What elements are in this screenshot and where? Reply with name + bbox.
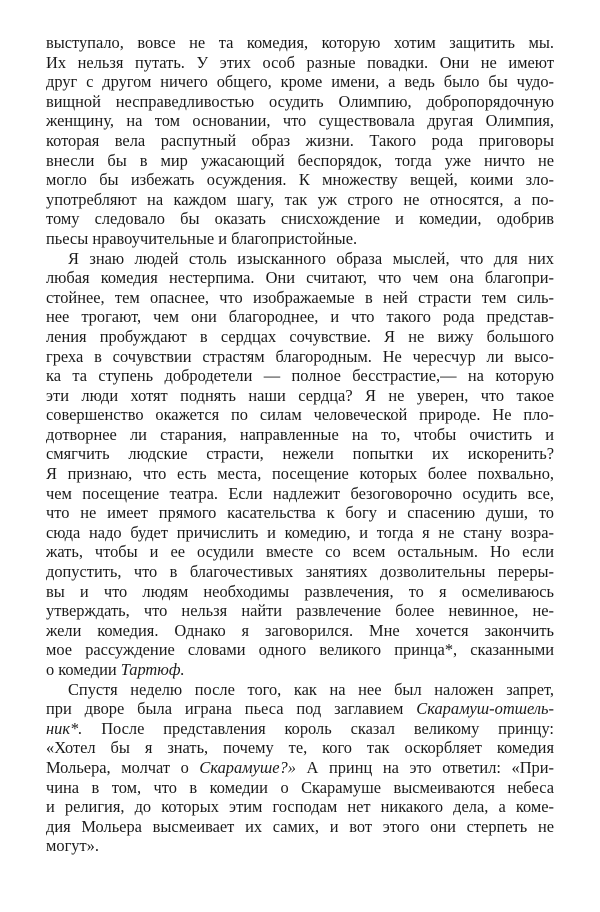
text-line: любая комедия нестерпима. Они считают, что чем она благопри- xyxy=(46,268,554,288)
text-line: смягчить людские страсти, нежели попытки их искоренить? xyxy=(46,444,554,464)
text-line xyxy=(46,758,554,778)
text-line: Их нельзя путать. У этих особ разные повадки. Они не имеют xyxy=(46,52,554,72)
text-line: тому следовало бы оказать снисхождение и комедии, одобрив xyxy=(46,209,554,229)
text-line xyxy=(46,660,554,680)
text-line: Я знаю людей столь изысканного образа мыслей, что для них xyxy=(68,248,554,268)
text-line: греха в сочувствии страстям благородным. Не чересчур ли высо- xyxy=(46,346,554,366)
text-line: Я признаю, что есть места, посещение которых более похвально, xyxy=(46,464,554,484)
play-title-scaramouche-hermit: Скарамуш-отшель- xyxy=(416,699,554,719)
text-line: друг с другом ничего общего, кроме имени, а ведь было бы чудо- xyxy=(46,72,554,92)
text-line: могло бы избежать осуждения. К множеству вещей, коими зло- xyxy=(46,170,554,190)
text-line: которая вела распутный образ жизни. Такого рода приговоры xyxy=(46,130,554,150)
text-line: вы и что людям необходимы развлечения, то я осмеливаюсь xyxy=(46,581,554,601)
text-line: жели комедия. Однако я заговорился. Мне хочется закончить xyxy=(46,620,554,640)
text-line: «Хотел бы я знать, почему те, кого так оскорбляет комедия xyxy=(46,738,554,758)
text-line: допустить, что в благочестивых занятиях дозволительны переры- xyxy=(46,562,554,582)
text-line: эти люди хотят поднять наши сердца? Я не уверен, что такое xyxy=(46,385,554,405)
text-line: нее трогают, чем они благороднее, и что такого рода представ- xyxy=(46,307,554,327)
text-line xyxy=(46,699,554,719)
text-line: вищной несправедливостью осудить Олимпию, добропорядочную xyxy=(46,91,554,111)
text-span: о комедии xyxy=(46,660,117,679)
play-title-scaramouche-hermit-cont: ник*. xyxy=(46,718,83,738)
text-line xyxy=(46,719,554,739)
text-line: могут». xyxy=(46,836,99,856)
text-span: при дворе была играна пьеса под заглавием xyxy=(46,699,404,719)
text-line: выступало, вовсе не та комедия, которую хотим защитить мы. xyxy=(46,33,554,52)
text-line: пьесы нравоучительные и благопристойные. xyxy=(46,228,358,248)
text-span: А принц на это ответил: «При- xyxy=(295,757,554,777)
paragraph-3 xyxy=(46,680,554,856)
text-line: внесли бы в мир ужасающий беспорядок, тогда уже ничто не xyxy=(46,150,554,170)
play-title-tartuffe: Тартюф. xyxy=(120,660,185,679)
text-line: дия Мольера высмеивает их самих, и вот этого они стерпеть не xyxy=(46,816,554,836)
text-line: совершенство окажется по силам человеческой природе. Не пло- xyxy=(46,405,554,425)
text-line: чем посещение театра. Если надлежит безоговорочно осудить все, xyxy=(46,483,554,503)
text-line: ления пробуждают в сердцах сочувствие. Я не вижу большого xyxy=(46,326,554,346)
text-line: утверждать, что нельзя найти развлечение более невинное, не- xyxy=(46,601,554,621)
document-page xyxy=(46,33,554,856)
text-line: сюда надо будет причислить и комедию, и тогда я не стану возра- xyxy=(46,522,554,542)
scaramouche-name: Скарамуше?» xyxy=(199,757,296,777)
text-line: Спустя неделю после того, как на нее был наложен запрет, xyxy=(68,679,554,699)
text-span: После представления король сказал великому принцу: xyxy=(82,718,554,738)
paragraph-2 xyxy=(46,249,554,680)
text-line: ка та ступень добродетели — полное бесстрастие,— на которую xyxy=(46,366,554,386)
text-line: чина в том, что в комедии о Скарамуше высмеиваются небеса xyxy=(46,777,554,797)
text-line: дотворнее ли старания, направленные на то, чтобы очистить и xyxy=(46,424,554,444)
text-span: Мольера, молчат о xyxy=(46,757,189,777)
text-line: стойнее, тем опаснее, что изображаемые в ней страсти тем силь- xyxy=(46,287,554,307)
text-line: мое рассуждение словами одного великого принца*, сказанными xyxy=(46,640,554,660)
text-line: что не имеет прямого касательства к богу и спасению души, то xyxy=(46,503,554,523)
text-line: употребляют на каждом шагу, так уж строго не относятся, а по- xyxy=(46,189,554,209)
paragraph-1 xyxy=(46,33,554,249)
text-line: и религия, до которых этим господам нет никакого дела, а коме- xyxy=(46,797,554,817)
text-line: жать, чтобы и ее осудили вместе со всем остальным. Но если xyxy=(46,542,554,562)
text-line: женщину, на том основании, что существовала другая Олимпия, xyxy=(46,111,554,131)
